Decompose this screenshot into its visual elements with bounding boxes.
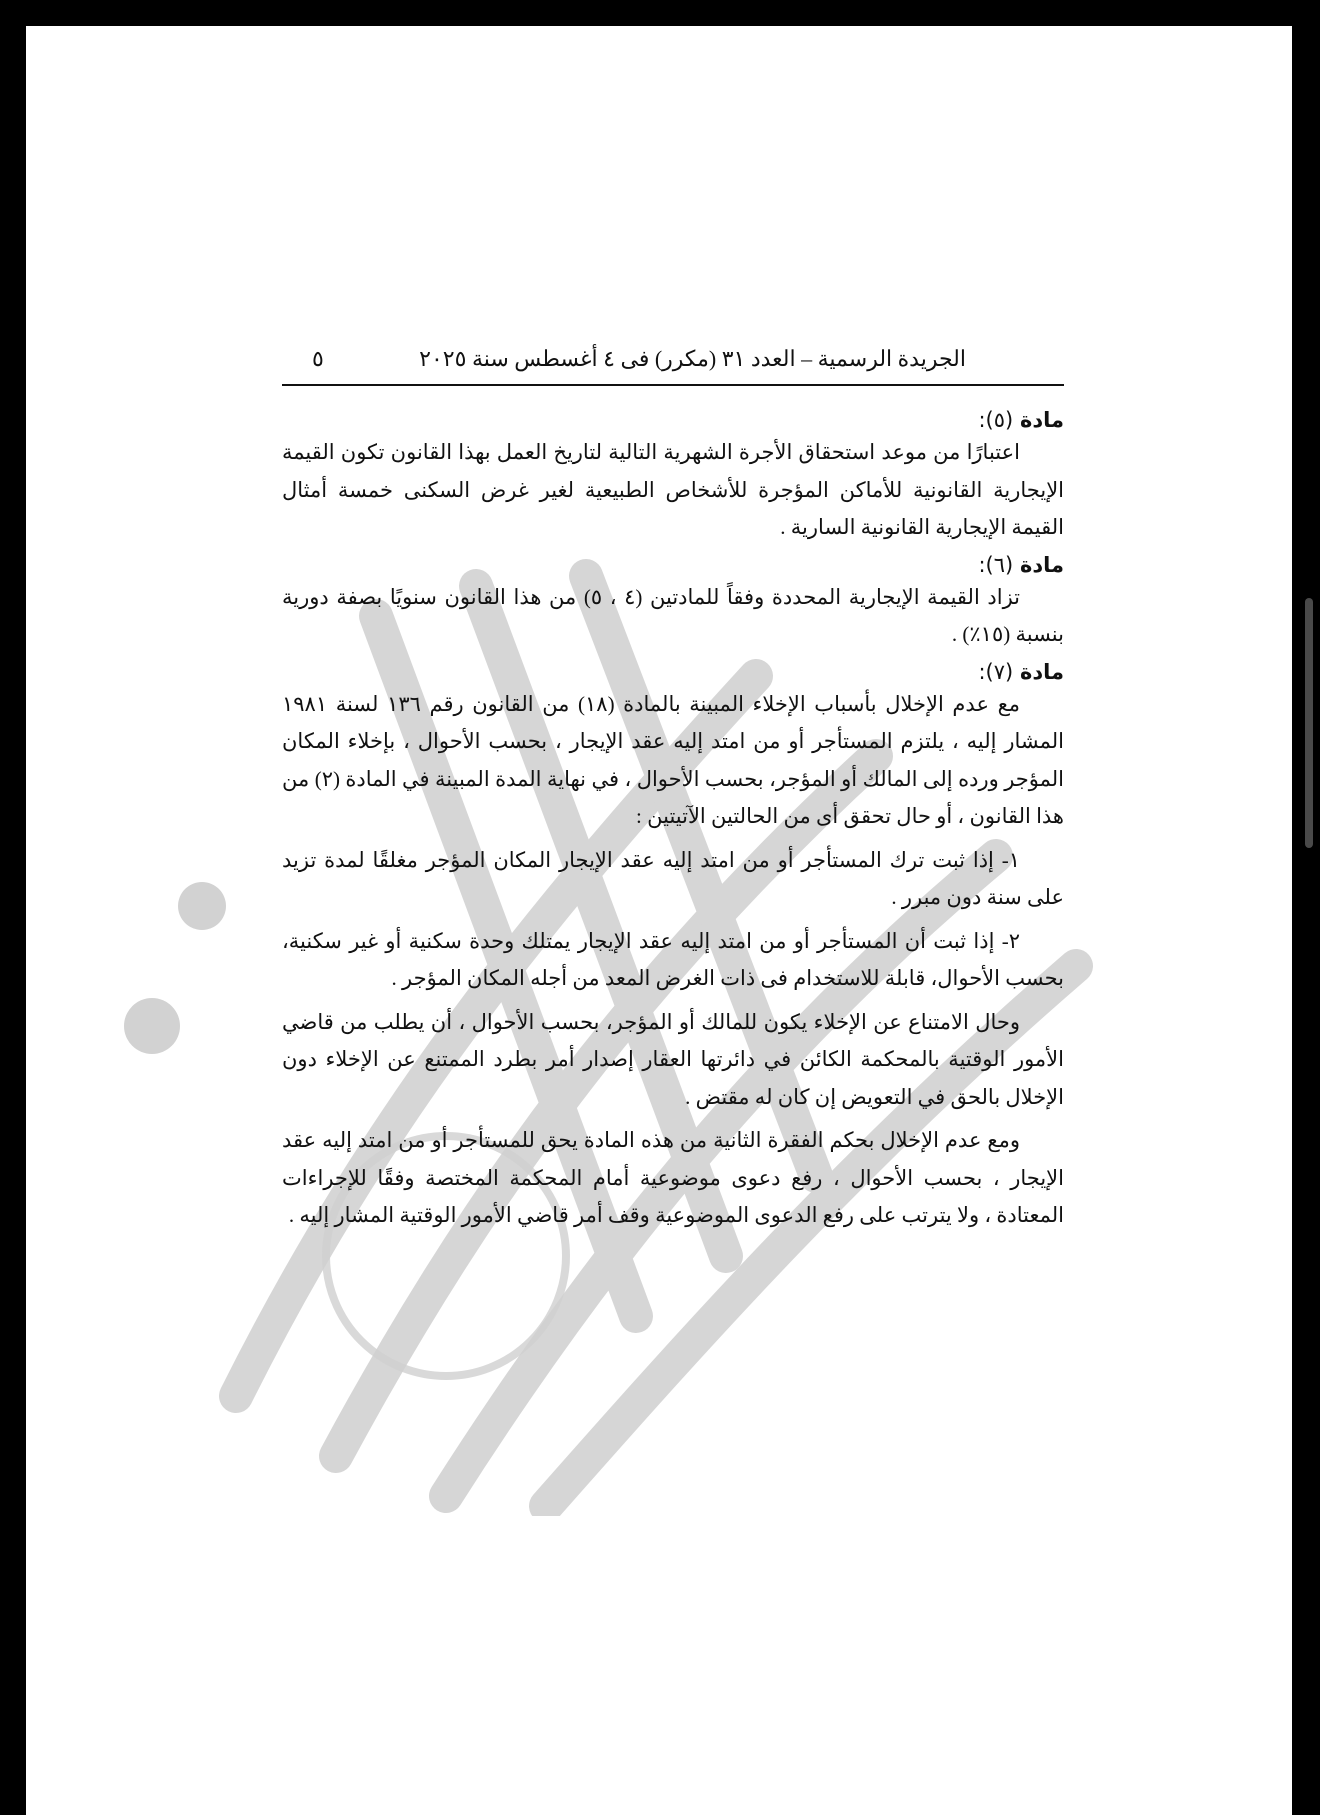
article-number: (٥): <box>978 408 1014 432</box>
article-7-paragraph-1: مع عدم الإخلال بأسباب الإخلاء المبينة بالمادة (١٨) من القانون رقم ١٣٦ لسنة ١٩٨١ المشار إليه ، يلتزم المستأجر أو من امتد إليه عقد الإيجار ، بحسب الأحوال ، بإخلاء المكان المؤجر ورده إلى المالك أو المؤجر، بحسب الأحوال ، في نهاية المدة المبينة في المادة (٢) من هذا القانون ، أو حال تحقق أى من الحالتين الآتيتين : <box>282 691 1064 828</box>
article-number: (٦): <box>978 552 1014 577</box>
article-5-paragraph-1: اعتبارًا من موعد استحقاق الأجرة الشهرية التالية لتاريخ العمل بهذا القانون تكون القيمة الإيجارية القانونية للأماكن المؤجرة للأشخاص الطبيعية لغير غرض السكنى خمسة أمثال القيمة الإيجارية القانونية السارية . <box>282 440 1064 539</box>
article-6-paragraph-1: تزاد القيمة الإيجارية المحددة وفقاً للمادتين (٤ ، ٥) من هذا القانون سنويًا بصفة دورية بنسبة (١٥٪) . <box>282 584 1064 646</box>
page-number: ٥ <box>312 346 324 371</box>
article-heading-5 <box>282 406 1064 434</box>
article-label: مادة <box>1019 408 1064 432</box>
article-7-item-2: ٢- إذا ثبت أن المستأجر أو من امتد إليه عقد الإيجار يمتلك وحدة سكنية أو غير سكنية، بحسب الأحوال، قابلة للاستخدام فى ذات الغرض المعد من أجله المكان المؤجر . <box>282 928 1064 990</box>
scrollbar[interactable] <box>1292 26 1320 1815</box>
viewer-top-bar <box>0 0 1320 26</box>
article-heading-6 <box>282 551 1064 579</box>
article-7-item-1: ١- إذا ثبت ترك المستأجر أو من امتد إليه عقد الإيجار المكان المؤجر مغلقًا لمدة تزيد على سنة دون مبرر . <box>282 847 1064 909</box>
article-heading-7 <box>282 658 1064 686</box>
article-7-paragraph-5: ومع عدم الإخلال بحكم الفقرة الثانية من هذه المادة يحق للمستأجر أو من امتد إليه عقد الإيجار ، بحسب الأحوال ، رفع دعوى موضوعية أمام المحكمة المختصة وفقًا للإجراءات المعتادة ، ولا يترتب على رفع الدعوى الموضوعية وقف أمر قاضي الأمور الوقتية المشار إليه . <box>282 1128 1064 1227</box>
article-7-paragraph-4: وحال الامتناع عن الإخلاء يكون للمالك أو المؤجر، بحسب الأحوال ، أن يطلب من قاضي الأمور الوقتية بالمحكمة الكائن في دائرتها العقار إصدار أمر بطرد الممتنع عن الإخلاء دون الإخلال بالحق في التعويض إن كان له مقتض . <box>282 1009 1064 1109</box>
article-number: (٧): <box>978 659 1014 684</box>
document-page <box>26 26 1292 1815</box>
document-content <box>282 326 1064 1235</box>
scrollbar-thumb[interactable] <box>1305 598 1313 848</box>
article-label: مادة <box>1019 659 1064 684</box>
gazette-title: الجريدة الرسمية – العدد ٣١ (مكرر) فى ٤ أغسطس سنة ٢٠٢٥ <box>419 346 966 371</box>
article-label: مادة <box>1019 552 1064 577</box>
running-header <box>282 326 1064 386</box>
